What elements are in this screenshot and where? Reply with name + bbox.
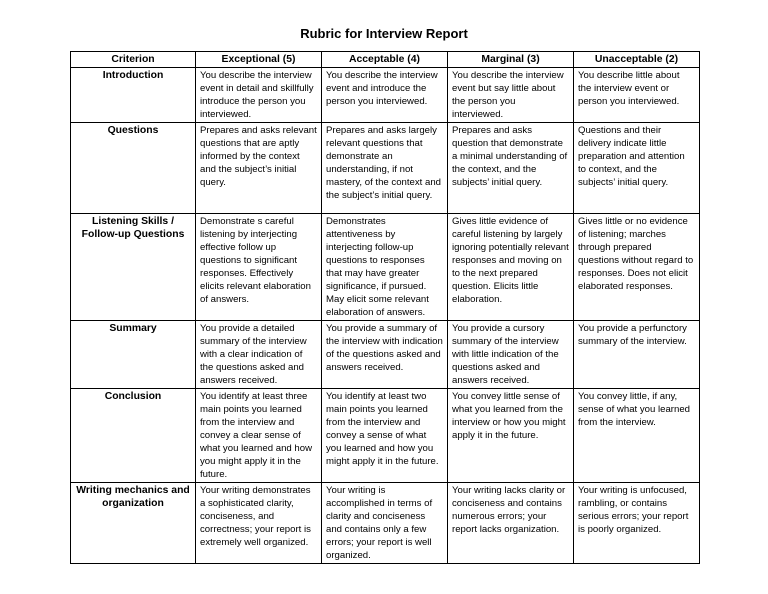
table-cell: Your writing is accomplished in terms of clarity and conciseness and contains only a few errors; your report is well organized.: [322, 483, 448, 564]
header-unacceptable: Unacceptable (2): [574, 52, 700, 68]
document-title: Rubric for Interview Report: [300, 26, 468, 41]
header-exceptional: Exceptional (5): [196, 52, 322, 68]
criterion-cell: Writing mechanics and organization: [71, 483, 196, 564]
criterion-cell: Questions: [71, 123, 196, 214]
table-cell: Your writing lacks clarity or conciseness and contains numerous errors; your report lacks organization.: [448, 483, 574, 564]
header-row: [71, 52, 700, 68]
table-row: [71, 389, 700, 483]
table-cell: Gives little evidence of careful listening by largely ignoring potentially relevant responses and moving on to the next prepared question. Elicits little elaboration.: [448, 214, 574, 321]
table-row: [71, 123, 700, 214]
header-criterion: Criterion: [71, 52, 196, 68]
table-cell: You provide a perfunctory summary of the interview.: [574, 321, 700, 389]
table-cell: You provide a detailed summary of the interview with a clear indication of the questions asked and answers received.: [196, 321, 322, 389]
table-cell: You provide a cursory summary of the interview with little indication of the questions asked and answers received.: [448, 321, 574, 389]
criterion-cell: Introduction: [71, 68, 196, 123]
table-row: [71, 68, 700, 123]
table-cell: You describe the interview event but say little about the person you interviewed.: [448, 68, 574, 123]
header-marginal: Marginal (3): [448, 52, 574, 68]
table-cell: Demonstrates attentiveness by interjecting follow-up questions to responses that may have greater significance, if pursued. May elicit some relevant elaboration of answers.: [322, 214, 448, 321]
table-cell: Questions and their delivery indicate little preparation and attention to context, and the subjects’ initial query.: [574, 123, 700, 214]
table-cell: You convey little, if any, sense of what you learned from the interview.: [574, 389, 700, 483]
table-row: [71, 214, 700, 321]
table-cell: You identify at least three main points you learned from the interview and convey a clear sense of what you learned and how you might apply it in the future.: [196, 389, 322, 483]
table-cell: You provide a summary of the interview with indication of the questions asked and answers received.: [322, 321, 448, 389]
table-row: [71, 321, 700, 389]
table-cell: Gives little or no evidence of listening; marches through prepared questions without regard to responses. Does not elicit elaborated responses.: [574, 214, 700, 321]
rubric-table: [70, 51, 700, 564]
criterion-cell: Listening Skills / Follow-up Questions: [71, 214, 196, 321]
table-cell: Your writing is unfocused, rambling, or contains serious errors; your report is poorly organized.: [574, 483, 700, 564]
table-cell: Your writing demonstrates a sophisticated clarity, conciseness, and correctness; your report is extremely well organized.: [196, 483, 322, 564]
table-cell: You describe little about the interview event or person you interviewed.: [574, 68, 700, 123]
table-cell: Prepares and asks largely relevant questions that demonstrate an understanding, if not mastery, of the context and the subject’s initial query.: [322, 123, 448, 214]
table-cell: You convey little sense of what you learned from the interview or how you might apply it in the future.: [448, 389, 574, 483]
criterion-cell: Summary: [71, 321, 196, 389]
table-row: [71, 483, 700, 564]
table-cell: Demonstrate s careful listening by interjecting effective follow up questions to significant responses. Effectively elicits relevant elaboration of answers.: [196, 214, 322, 321]
table-cell: You identify at least two main points you learned from the interview and convey a sense of what you learned and how you might apply it in the future.: [322, 389, 448, 483]
header-acceptable: Acceptable (4): [322, 52, 448, 68]
table-cell: You describe the interview event and introduce the person you interviewed.: [322, 68, 448, 123]
table-cell: You describe the interview event in detail and skillfully introduce the person you interviewed.: [196, 68, 322, 123]
table-cell: Prepares and asks relevant questions that are aptly informed by the context and the subject’s initial query.: [196, 123, 322, 214]
criterion-cell: Conclusion: [71, 389, 196, 483]
table-cell: Prepares and asks question that demonstrate a minimal understanding of the context, and the subjects’ initial query.: [448, 123, 574, 214]
